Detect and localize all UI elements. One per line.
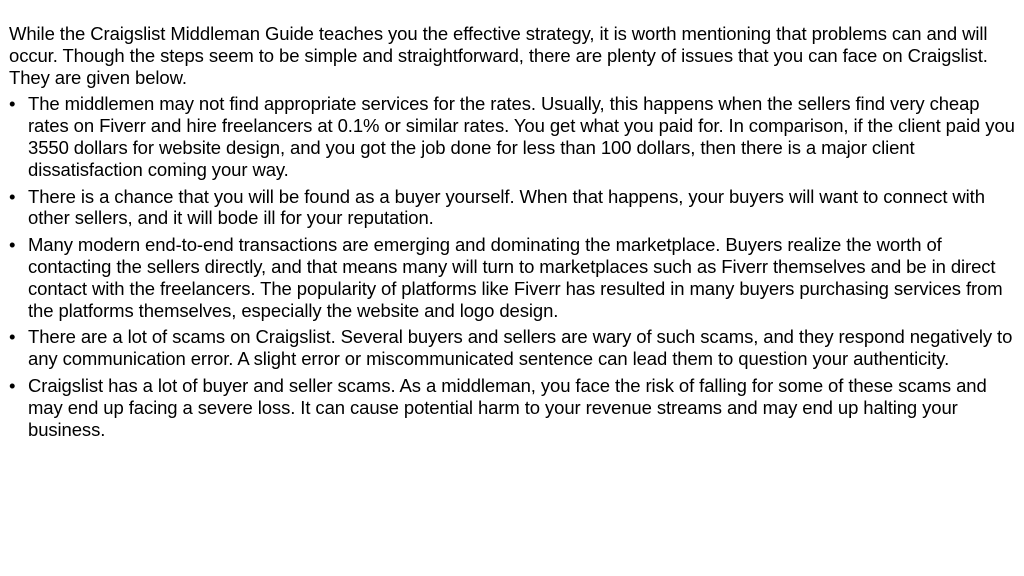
bullet-icon: • [9, 326, 16, 348]
issues-list [9, 93, 1017, 440]
bullet-icon: • [9, 234, 16, 256]
list-item [9, 234, 1017, 321]
list-item-text: Many modern end-to-end transactions are emerging and dominating the marketplace. Buyers realize the worth of contacting the sellers directly, and that means many will turn to marketplaces such as Fiverr themselves and be in direct contact with the freelancers. The popularity of platforms like Fiverr has resulted in many buyers purchasing services from the platforms themselves, especially the website and logo design. [28, 234, 1003, 321]
list-item-text: There is a chance that you will be found as a buyer yourself. When that happens, your buyers will want to connect with other sellers, and it will bode ill for your reputation. [28, 185, 985, 229]
slide-content [9, 23, 1017, 445]
list-item [9, 326, 1017, 370]
list-item-text: The middlemen may not find appropriate services for the rates. Usually, this happens when the sellers find very cheap rates on Fiverr and hire freelancers at 0.1% or similar rates. You get what you paid for. In comparison, if the client paid you 3550 dollars for website design, and you got the job done for less than 100 dollars, then there is a major client dissatisfaction coming your way. [28, 93, 1015, 180]
bullet-icon: • [9, 374, 16, 396]
list-item [9, 186, 1017, 230]
list-item-text: There are a lot of scams on Craigslist. Several buyers and sellers are wary of such scams, and they respond negatively to any communication error. A slight error or miscommunicated sentence can lead them to question your authenticity. [28, 326, 1013, 370]
list-item [9, 375, 1017, 440]
list-item [9, 93, 1017, 180]
bullet-icon: • [9, 93, 16, 115]
list-item-text: Craigslist has a lot of buyer and seller scams. As a middleman, you face the risk of falling for some of these scams and may end up facing a severe loss. It can cause potential harm to your revenue streams and may end up halting your business. [28, 374, 987, 440]
bullet-icon: • [9, 185, 16, 207]
intro-paragraph: While the Craigslist Middleman Guide teaches you the effective strategy, it is worth mentioning that problems can and will occur. Though the steps seem to be simple and straightforward, there are plenty of issues that you can face on Craigslist. They are given below. [9, 23, 988, 88]
